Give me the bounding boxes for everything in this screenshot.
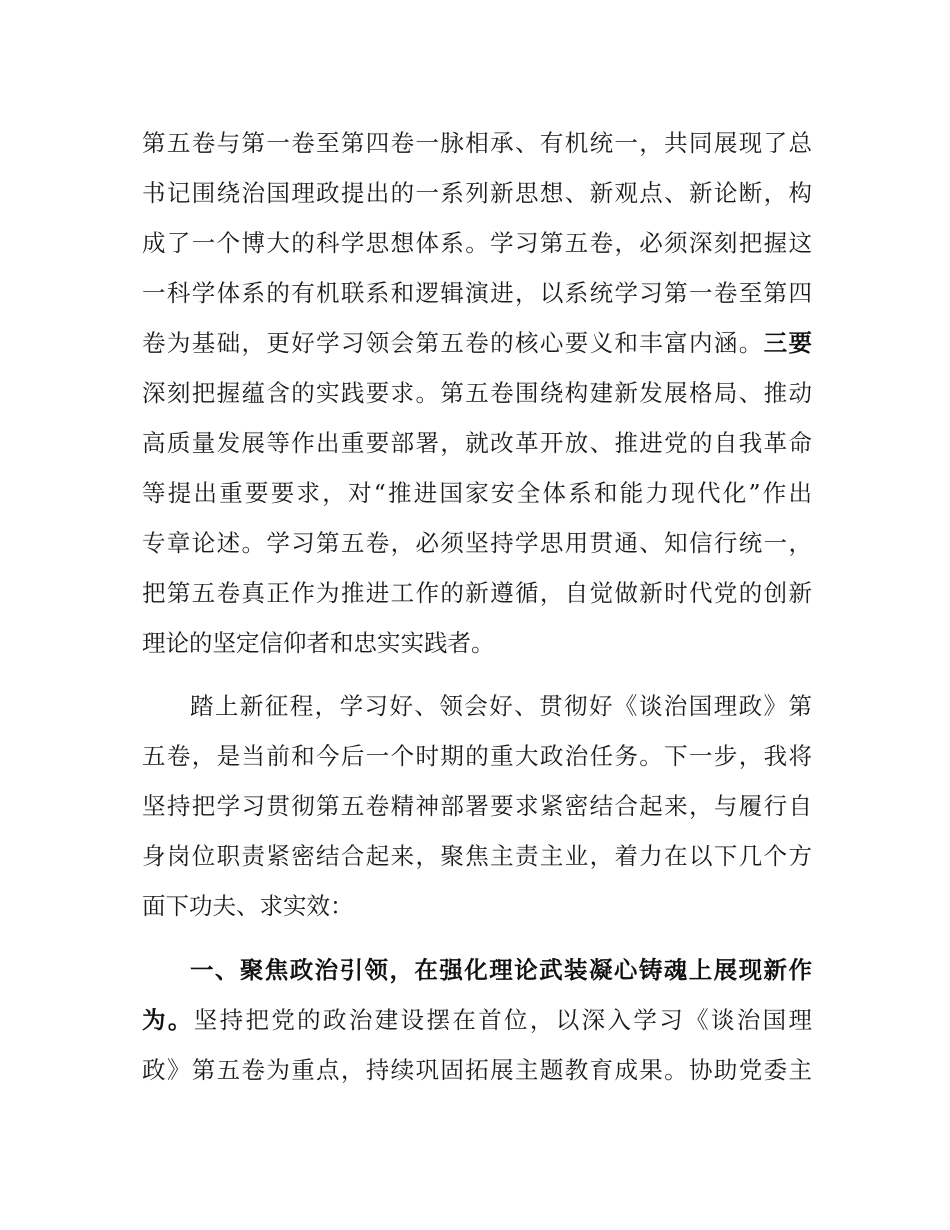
paragraph-1-line-9: 专章论述。学习第五卷，必须坚持学思用贯通、知信行统一， [142,529,812,557]
paragraph-1-line-5-text: 卷为基础，更好学习领会第五卷的核心要义和丰富内涵。 [142,329,764,357]
paragraph-1-line-11: 理论的坚定信仰者和忠实实践者。 [142,629,495,657]
paragraph-2-line-2: 五卷，是当前和今后一个时期的重大政治任务。下一步，我将 [142,742,812,770]
paragraph-1-line-7: 高质量发展等作出重要部署，就改革开放、推进党的自我革命 [142,429,812,457]
paragraph-1-line-10: 把第五卷真正作为推进工作的新遵循，自觉做新时代党的创新 [142,579,812,607]
paragraph-1-line-2: 书记围绕治国理政提出的一系列新思想、新观点、新论断，构 [142,179,812,207]
paragraph-2-line-4: 身岗位职责紧密结合起来，聚焦主责主业，着力在以下几个方 [142,842,812,870]
paragraph-2-line-5: 面下功夫、求实效： [142,892,354,920]
paragraph-1-line-3: 成了一个博大的科学思想体系。学习第五卷，必须深刻把握这 [142,229,812,257]
paragraph-1-line-8: 等提出重要要求，对“推进国家安全体系和能力现代化”作出 [142,479,812,507]
paragraph-2-line-3: 坚持把学习贯彻第五卷精神部署要求紧密结合起来，与履行自 [142,792,812,820]
section-1-heading: 一、聚焦政治引领，在强化理论武装凝心铸魂上展现新作 [190,956,812,984]
section-1-line-2-text: 坚持把党的政治建设摆在首位，以深入学习《谈治国理 [193,1006,813,1034]
section-1-line-3: 政》第五卷为重点，持续巩固拓展主题教育成果。协助党委主 [142,1056,812,1084]
inline-bold-keyword: 三要 [763,329,813,357]
paragraph-1-line-5 [142,323,812,363]
paragraph-1-line-6: 深刻把握蕴含的实践要求。第五卷围绕构建新发展格局、推动 [142,379,812,407]
paragraph-1-line-1: 第五卷与第一卷至第四卷一脉相承、有机统一，共同展现了总 [142,129,812,157]
section-1-heading-end: 为。 [142,1006,194,1034]
section-1-line-2 [142,1000,812,1040]
paragraph-2-line-1: 踏上新征程，学习好、领会好、贯彻好《谈治国理政》第 [190,692,812,720]
paragraph-1-line-4: 一科学体系的有机联系和逻辑演进，以系统学习第一卷至第四 [142,279,812,307]
